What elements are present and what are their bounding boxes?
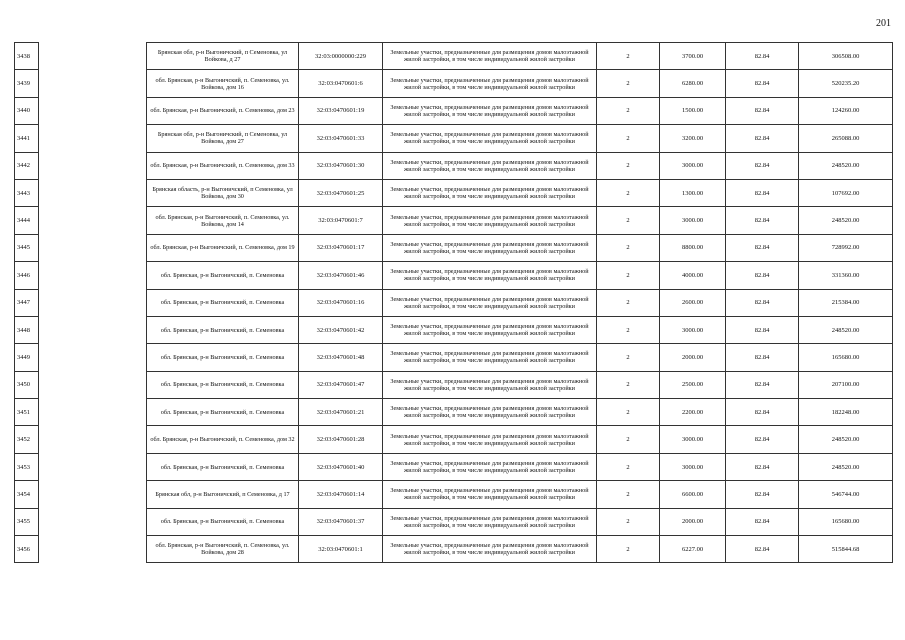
land-use-description-cell: Земельные участки, предназначенные для размещения домов малоэтажной жилой застройки, в том числе индивидуальной жилой застройки (383, 481, 597, 508)
category-cell: 2 (597, 179, 660, 206)
address-cell: обл. Брянская, р-н Выгоничский, п. Семеновка (147, 508, 299, 535)
spacer-cell (39, 262, 147, 289)
cadastral-value-cell: 124260.00 (799, 97, 893, 124)
cadastral-number-cell: 32:03:0470601:28 (299, 426, 383, 453)
row-number-cell: 3453 (15, 453, 39, 480)
table-row (15, 536, 893, 563)
area-cell: 2600.00 (660, 289, 726, 316)
row-number-cell: 3446 (15, 262, 39, 289)
rate-cell: 82.84 (726, 371, 799, 398)
cadastral-number-cell: 32:03:0470601:19 (299, 97, 383, 124)
row-number-cell: 3443 (15, 179, 39, 206)
address-cell: Брянская обл, р-н Выгоничский, п Семеновка, ул Войкова, дом 27 (147, 125, 299, 152)
spacer-cell (39, 508, 147, 535)
area-cell: 8800.00 (660, 234, 726, 261)
spacer-cell (39, 481, 147, 508)
cadastral-value-cell: 515844.68 (799, 536, 893, 563)
land-use-description-cell: Земельные участки, предназначенные для размещения домов малоэтажной жилой застройки, в том числе индивидуальной жилой застройки (383, 152, 597, 179)
address-cell: обл. Брянская, р-н Выгоничский, п. Семеновка (147, 371, 299, 398)
spacer-cell (39, 234, 147, 261)
land-use-description-cell: Земельные участки, предназначенные для размещения домов малоэтажной жилой застройки, в том числе индивидуальной жилой застройки (383, 426, 597, 453)
table-row (15, 207, 893, 234)
spacer-cell (39, 152, 147, 179)
spacer-cell (39, 97, 147, 124)
row-number-cell: 3442 (15, 152, 39, 179)
address-cell: обл. Брянская, р-н Выгоничский, п. Семеновка, дом 23 (147, 97, 299, 124)
area-cell: 2000.00 (660, 344, 726, 371)
table-row (15, 481, 893, 508)
land-use-description-cell: Земельные участки, предназначенные для размещения домов малоэтажной жилой застройки, в том числе индивидуальной жилой застройки (383, 289, 597, 316)
row-number-cell: 3455 (15, 508, 39, 535)
area-cell: 3000.00 (660, 152, 726, 179)
row-number-cell: 3438 (15, 43, 39, 70)
category-cell: 2 (597, 426, 660, 453)
rate-cell: 82.84 (726, 481, 799, 508)
cadastral-number-cell: 32:03:0470601:42 (299, 316, 383, 343)
page-number: 201 (876, 18, 891, 29)
row-number-cell: 3452 (15, 426, 39, 453)
land-use-description-cell: Земельные участки, предназначенные для размещения домов малоэтажной жилой застройки, в том числе индивидуальной жилой застройки (383, 125, 597, 152)
category-cell: 2 (597, 207, 660, 234)
land-use-description-cell: Земельные участки, предназначенные для размещения домов малоэтажной жилой застройки, в том числе индивидуальной жилой застройки (383, 234, 597, 261)
cadastral-value-cell: 248520.00 (799, 207, 893, 234)
spacer-cell (39, 536, 147, 563)
table-row (15, 43, 893, 70)
cadastral-number-cell: 32:03:0470601:47 (299, 371, 383, 398)
rate-cell: 82.84 (726, 179, 799, 206)
row-number-cell: 3454 (15, 481, 39, 508)
cadastral-value-cell: 248520.00 (799, 152, 893, 179)
address-cell: обл. Брянская, р-н Выгоничский, п. Семеновка, дом 33 (147, 152, 299, 179)
table-row (15, 262, 893, 289)
category-cell: 2 (597, 481, 660, 508)
table-row (15, 179, 893, 206)
table-row (15, 426, 893, 453)
cadastral-number-cell: 32:03:0000000:229 (299, 43, 383, 70)
row-number-cell: 3456 (15, 536, 39, 563)
land-use-description-cell: Земельные участки, предназначенные для размещения домов малоэтажной жилой застройки, в том числе индивидуальной жилой застройки (383, 70, 597, 97)
spacer-cell (39, 453, 147, 480)
area-cell: 3000.00 (660, 426, 726, 453)
cadastral-number-cell: 32:03:0470601:16 (299, 289, 383, 316)
table-row (15, 70, 893, 97)
table-row (15, 344, 893, 371)
cadastral-value-cell: 165680.00 (799, 344, 893, 371)
category-cell: 2 (597, 453, 660, 480)
row-number-cell: 3450 (15, 371, 39, 398)
category-cell: 2 (597, 262, 660, 289)
cadastral-value-cell: 331360.00 (799, 262, 893, 289)
cadastral-number-cell: 32:03:0470601:17 (299, 234, 383, 261)
rate-cell: 82.84 (726, 426, 799, 453)
cadastral-value-cell: 248520.00 (799, 426, 893, 453)
cadastral-value-cell: 107692.00 (799, 179, 893, 206)
rate-cell: 82.84 (726, 207, 799, 234)
cadastral-value-cell: 182248.00 (799, 399, 893, 426)
rate-cell: 82.84 (726, 508, 799, 535)
table-row (15, 453, 893, 480)
area-cell: 3000.00 (660, 453, 726, 480)
row-number-cell: 3447 (15, 289, 39, 316)
address-cell: Брянская область, р-н Выгоничский, п Семеновка, ул Войкова, дом 30 (147, 179, 299, 206)
table-row (15, 508, 893, 535)
table-row (15, 289, 893, 316)
address-cell: обл. Брянская, р-н Выгоничский, п. Семеновка, ул. Войкова, дом 16 (147, 70, 299, 97)
land-use-description-cell: Земельные участки, предназначенные для размещения домов малоэтажной жилой застройки, в том числе индивидуальной жилой застройки (383, 453, 597, 480)
address-cell: обл. Брянская, р-н Выгоничский, п. Семеновка, дом 19 (147, 234, 299, 261)
address-cell: обл. Брянская, р-н Выгоничский, п. Семеновка, дом 32 (147, 426, 299, 453)
area-cell: 3000.00 (660, 316, 726, 343)
cadastral-number-cell: 32:03:0470601:25 (299, 179, 383, 206)
cadastral-number-cell: 32:03:0470601:46 (299, 262, 383, 289)
category-cell: 2 (597, 344, 660, 371)
spacer-cell (39, 426, 147, 453)
area-cell: 1300.00 (660, 179, 726, 206)
table-row (15, 97, 893, 124)
area-cell: 4000.00 (660, 262, 726, 289)
address-cell: Брянская обл, р-н Выгоничский, п Семеновка, д 17 (147, 481, 299, 508)
row-number-cell: 3441 (15, 125, 39, 152)
land-use-description-cell: Земельные участки, предназначенные для размещения домов малоэтажной жилой застройки, в том числе индивидуальной жилой застройки (383, 371, 597, 398)
address-cell: обл. Брянская, р-н Выгоничский, п. Семеновка (147, 316, 299, 343)
address-cell: обл. Брянская, р-н Выгоничский, п. Семеновка, ул. Войкова, дом 28 (147, 536, 299, 563)
row-number-cell: 3451 (15, 399, 39, 426)
land-use-description-cell: Земельные участки, предназначенные для размещения домов малоэтажной жилой застройки, в том числе индивидуальной жилой застройки (383, 207, 597, 234)
cadastral-number-cell: 32:03:0470601:33 (299, 125, 383, 152)
row-number-cell: 3439 (15, 70, 39, 97)
address-cell: обл. Брянская, р-н Выгоничский, п. Семеновка, ул. Войкова, дом 14 (147, 207, 299, 234)
rate-cell: 82.84 (726, 234, 799, 261)
rate-cell: 82.84 (726, 70, 799, 97)
cadastral-value-cell: 215384.00 (799, 289, 893, 316)
rate-cell: 82.84 (726, 125, 799, 152)
cadastral-number-cell: 32:03:0470601:1 (299, 536, 383, 563)
area-cell: 1500.00 (660, 97, 726, 124)
category-cell: 2 (597, 289, 660, 316)
category-cell: 2 (597, 536, 660, 563)
cadastral-number-cell: 32:03:0470601:48 (299, 344, 383, 371)
table-row (15, 152, 893, 179)
cadastral-value-cell: 248520.00 (799, 316, 893, 343)
land-use-description-cell: Земельные участки, предназначенные для размещения домов малоэтажной жилой застройки, в том числе индивидуальной жилой застройки (383, 97, 597, 124)
address-cell: обл. Брянская, р-н Выгоничский, п. Семеновка (147, 262, 299, 289)
table-row (15, 234, 893, 261)
cadastral-number-cell: 32:03:0470601:14 (299, 481, 383, 508)
land-use-description-cell: Земельные участки, предназначенные для размещения домов малоэтажной жилой застройки, в том числе индивидуальной жилой застройки (383, 536, 597, 563)
cadastral-number-cell: 32:03:0470601:30 (299, 152, 383, 179)
category-cell: 2 (597, 399, 660, 426)
cadastral-value-cell: 248520.00 (799, 453, 893, 480)
rate-cell: 82.84 (726, 43, 799, 70)
spacer-cell (39, 125, 147, 152)
table-row (15, 316, 893, 343)
cadastral-value-cell: 265088.00 (799, 125, 893, 152)
cadastral-value-cell: 165680.00 (799, 508, 893, 535)
spacer-cell (39, 371, 147, 398)
area-cell: 2000.00 (660, 508, 726, 535)
rate-cell: 82.84 (726, 316, 799, 343)
category-cell: 2 (597, 97, 660, 124)
spacer-cell (39, 344, 147, 371)
rate-cell: 82.84 (726, 97, 799, 124)
row-number-cell: 3449 (15, 344, 39, 371)
spacer-cell (39, 179, 147, 206)
cadastral-number-cell: 32:03:0470601:7 (299, 207, 383, 234)
row-number-cell: 3445 (15, 234, 39, 261)
area-cell: 2200.00 (660, 399, 726, 426)
address-cell: обл. Брянская, р-н Выгоничский, п. Семеновка (147, 344, 299, 371)
area-cell: 2500.00 (660, 371, 726, 398)
table-body (15, 43, 893, 563)
table-row (15, 399, 893, 426)
cadastral-value-cell: 728992.00 (799, 234, 893, 261)
category-cell: 2 (597, 234, 660, 261)
rate-cell: 82.84 (726, 289, 799, 316)
row-number-cell: 3444 (15, 207, 39, 234)
spacer-cell (39, 316, 147, 343)
land-use-description-cell: Земельные участки, предназначенные для размещения домов малоэтажной жилой застройки, в том числе индивидуальной жилой застройки (383, 262, 597, 289)
cadastral-number-cell: 32:03:0470601:6 (299, 70, 383, 97)
area-cell: 6280.00 (660, 70, 726, 97)
category-cell: 2 (597, 371, 660, 398)
spacer-cell (39, 399, 147, 426)
rate-cell: 82.84 (726, 262, 799, 289)
table-row (15, 125, 893, 152)
address-cell: обл. Брянская, р-н Выгоничский, п. Семеновка (147, 399, 299, 426)
rate-cell: 82.84 (726, 344, 799, 371)
rate-cell: 82.84 (726, 536, 799, 563)
address-cell: обл. Брянская, р-н Выгоничский, п. Семеновка (147, 453, 299, 480)
area-cell: 3700.00 (660, 43, 726, 70)
land-use-description-cell: Земельные участки, предназначенные для размещения домов малоэтажной жилой застройки, в том числе индивидуальной жилой застройки (383, 399, 597, 426)
category-cell: 2 (597, 508, 660, 535)
land-use-description-cell: Земельные участки, предназначенные для размещения домов малоэтажной жилой застройки, в том числе индивидуальной жилой застройки (383, 344, 597, 371)
land-use-description-cell: Земельные участки, предназначенные для размещения домов малоэтажной жилой застройки, в том числе индивидуальной жилой застройки (383, 43, 597, 70)
spacer-cell (39, 43, 147, 70)
spacer-cell (39, 207, 147, 234)
category-cell: 2 (597, 152, 660, 179)
cadastral-value-cell: 207100.00 (799, 371, 893, 398)
land-use-description-cell: Земельные участки, предназначенные для размещения домов малоэтажной жилой застройки, в том числе индивидуальной жилой застройки (383, 508, 597, 535)
cadastral-value-cell: 306508.00 (799, 43, 893, 70)
area-cell: 6600.00 (660, 481, 726, 508)
rate-cell: 82.84 (726, 152, 799, 179)
land-use-description-cell: Земельные участки, предназначенные для размещения домов малоэтажной жилой застройки, в том числе индивидуальной жилой застройки (383, 179, 597, 206)
cadastral-number-cell: 32:03:0470601:40 (299, 453, 383, 480)
category-cell: 2 (597, 70, 660, 97)
area-cell: 3000.00 (660, 207, 726, 234)
area-cell: 6227.00 (660, 536, 726, 563)
land-use-description-cell: Земельные участки, предназначенные для размещения домов малоэтажной жилой застройки, в том числе индивидуальной жилой застройки (383, 316, 597, 343)
cadastral-value-cell: 520235.20 (799, 70, 893, 97)
category-cell: 2 (597, 316, 660, 343)
category-cell: 2 (597, 125, 660, 152)
rate-cell: 82.84 (726, 453, 799, 480)
row-number-cell: 3440 (15, 97, 39, 124)
spacer-cell (39, 289, 147, 316)
address-cell: обл. Брянская, р-н Выгоничский, п. Семеновка (147, 289, 299, 316)
row-number-cell: 3448 (15, 316, 39, 343)
cadastral-number-cell: 32:03:0470601:21 (299, 399, 383, 426)
cadastral-number-cell: 32:03:0470601:37 (299, 508, 383, 535)
rate-cell: 82.84 (726, 399, 799, 426)
cadastral-value-cell: 546744.00 (799, 481, 893, 508)
area-cell: 3200.00 (660, 125, 726, 152)
spacer-cell (39, 70, 147, 97)
land-plot-table (14, 42, 893, 563)
category-cell: 2 (597, 43, 660, 70)
address-cell: Брянская обл, р-н Выгоничский, п Семеновка, ул Войкова, д 27 (147, 43, 299, 70)
table-row (15, 371, 893, 398)
